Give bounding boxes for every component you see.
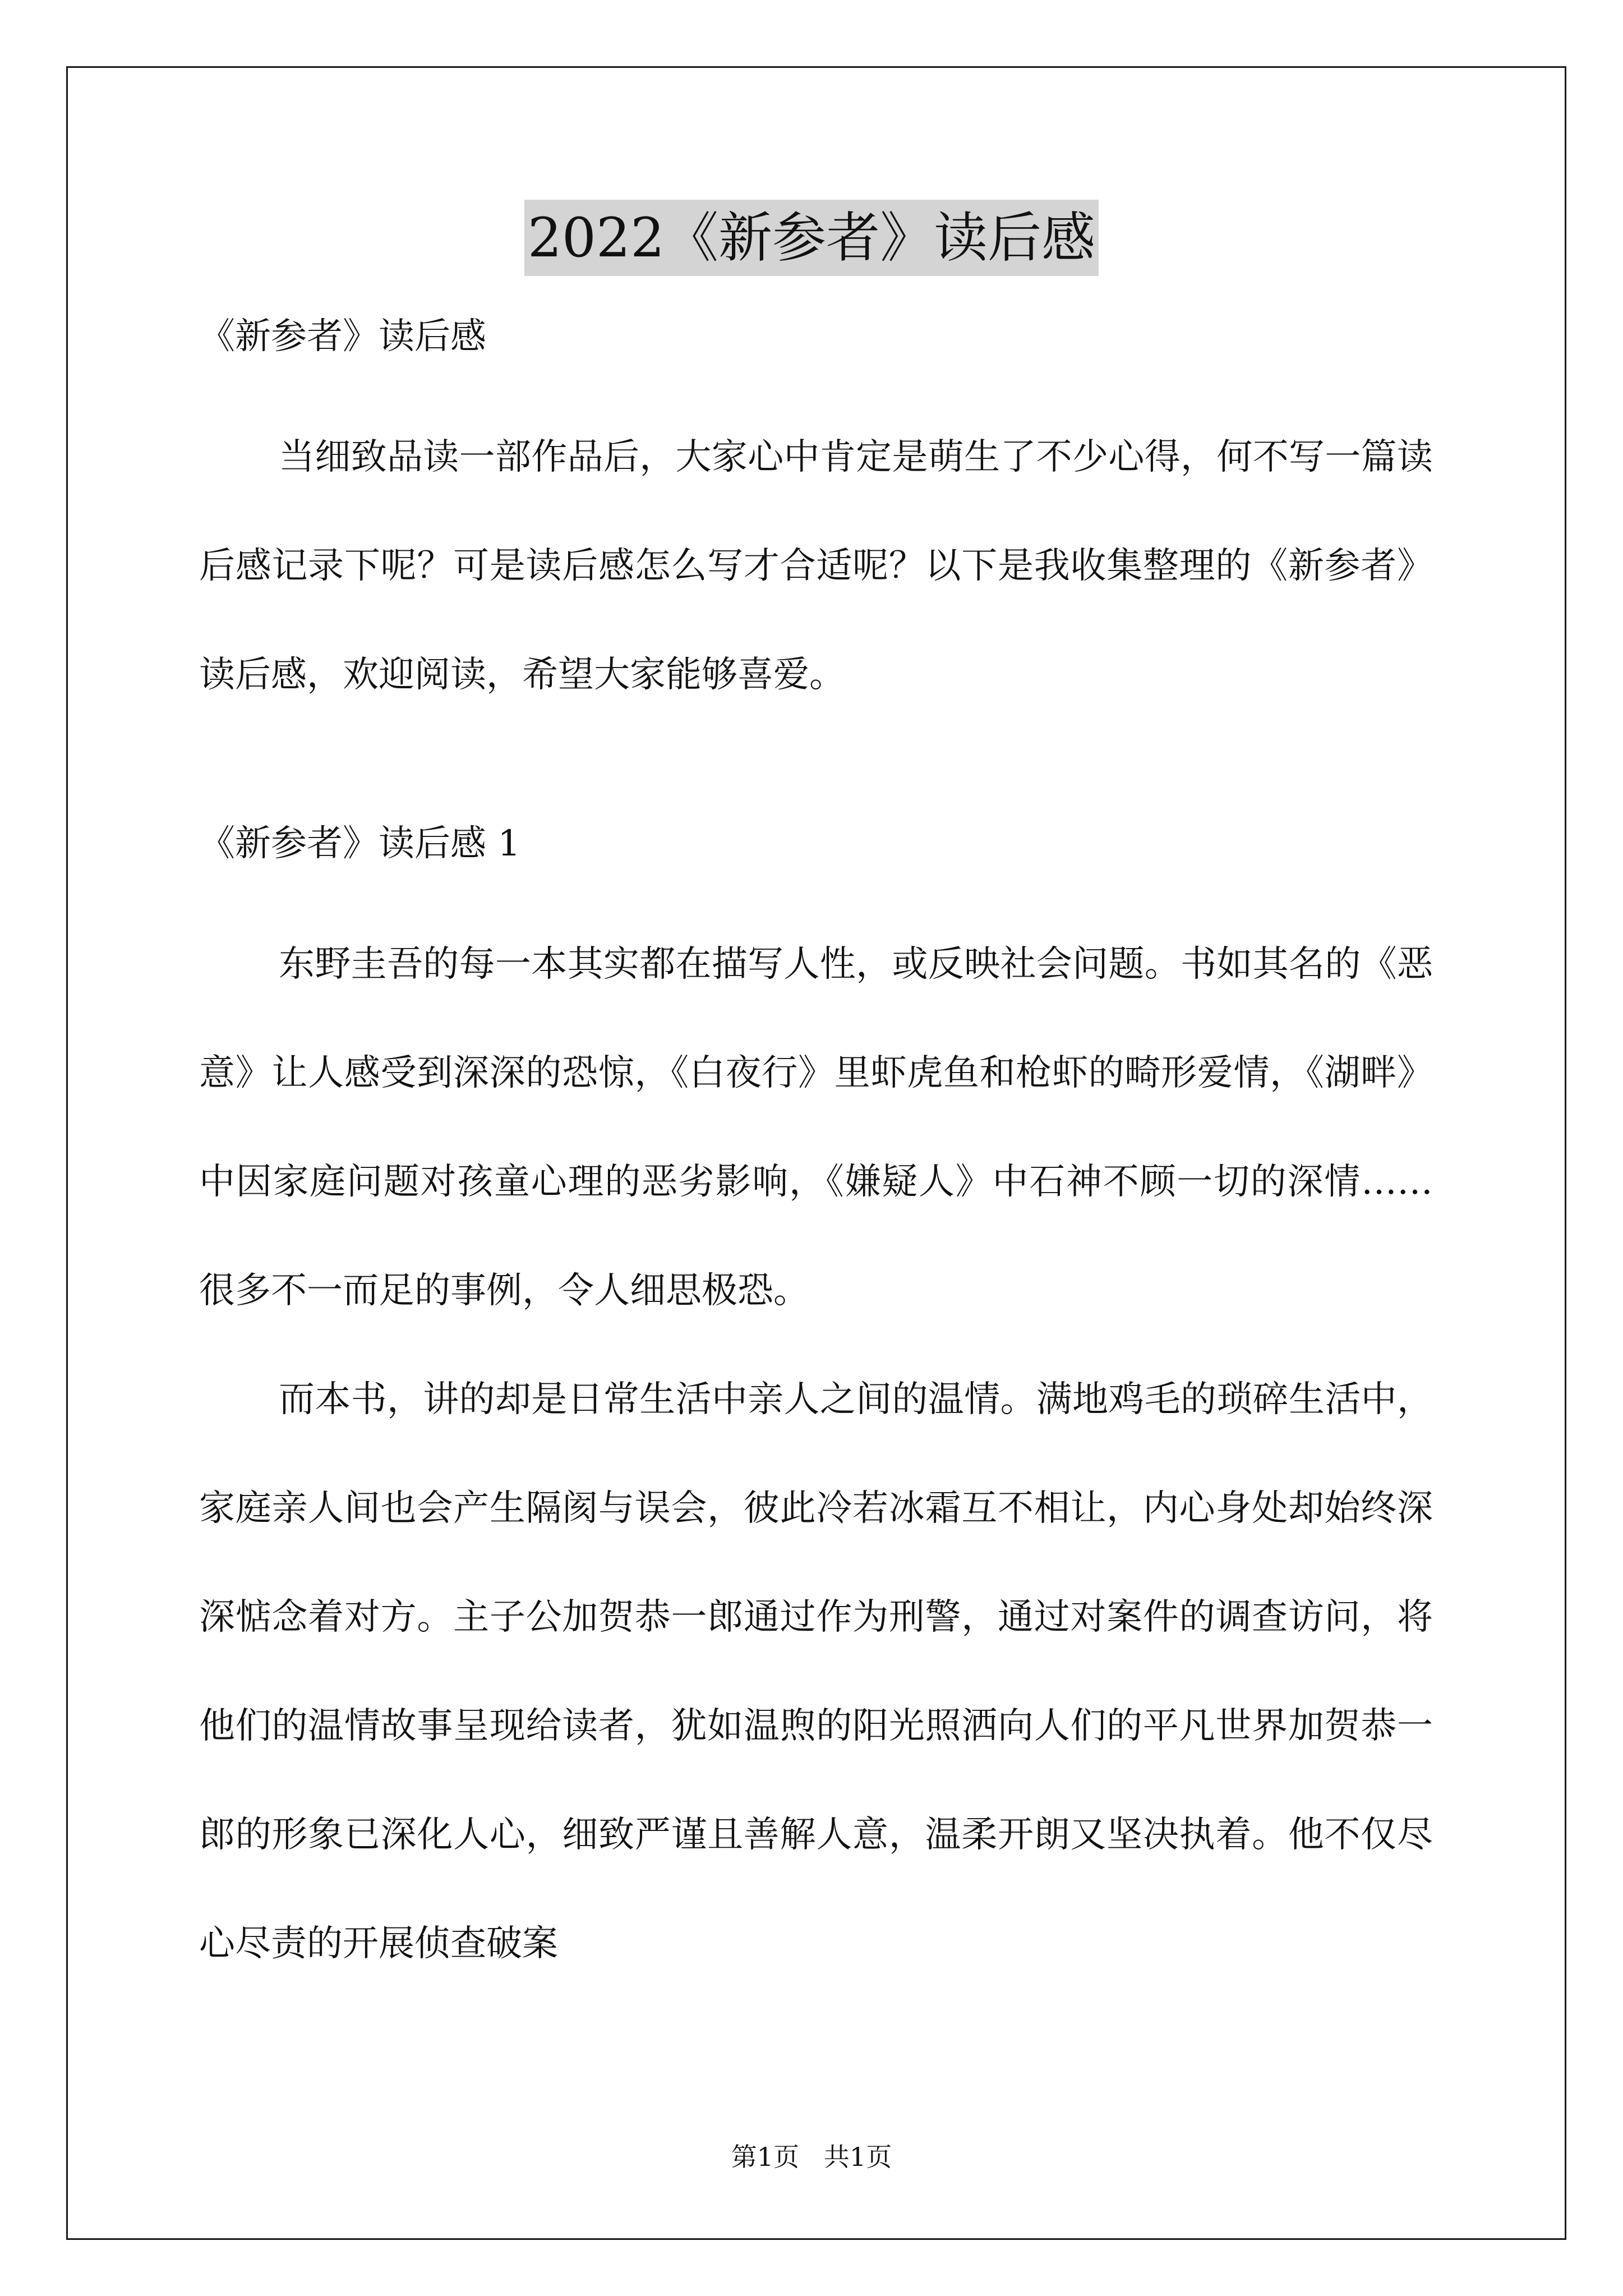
title-container: [0, 200, 1623, 276]
spacer: [199, 366, 1433, 403]
intro-paragraph: 当细致品读一部作品后，大家心中肯定是萌生了不少心得，何不写一篇读后感记录下呢？可是读后感怎么写才合适呢？以下是我收集整理的《新参者》读后感，欢迎阅读，希望大家能够喜爱。: [199, 436, 1433, 696]
intro-heading: 《新参者》读后感: [199, 316, 486, 357]
page-number-footer: 第1页 共1页: [731, 2142, 892, 2172]
document-body: [199, 307, 1433, 1998]
section1-paragraph: 东野圭吾的每一本其实都在描写人性，或反映社会问题。书如其名的《恶意》让人感受到深深的恐惊，《白夜行》里虾虎鱼和枪虾的畸形爱情，《湖畔》中因家庭问题对孩童心理的恶劣影响，《嫌疑人》中石神不顾一切的深情……很多不一而足的事例，令人细思极恐。: [199, 944, 1433, 1312]
spacer: [199, 729, 1433, 815]
spacer: [199, 873, 1433, 910]
section1-heading: 《新参者》读后感 1: [199, 823, 521, 864]
document-title: 2022《新参者》读后感: [524, 200, 1099, 276]
section1-paragraph: 而本书，讲的却是日常生活中亲人之间的温情。满地鸡毛的琐碎生活中，家庭亲人间也会产生隔阂与误会，彼此冷若冰霜互不相让，内心身处却始终深深惦念着对方。主子公加贺恭一郎通过作为刑警，通过对案件的调查访问，将他们的温情故事呈现给读者，犹如温煦的阳光照洒向人们的平凡世界加贺恭一郎的形象已深化人心，细致严谨且善解人意，温柔开朗又坚决执着。他不仅尽心尽责的开展侦查破案: [199, 1379, 1433, 1964]
